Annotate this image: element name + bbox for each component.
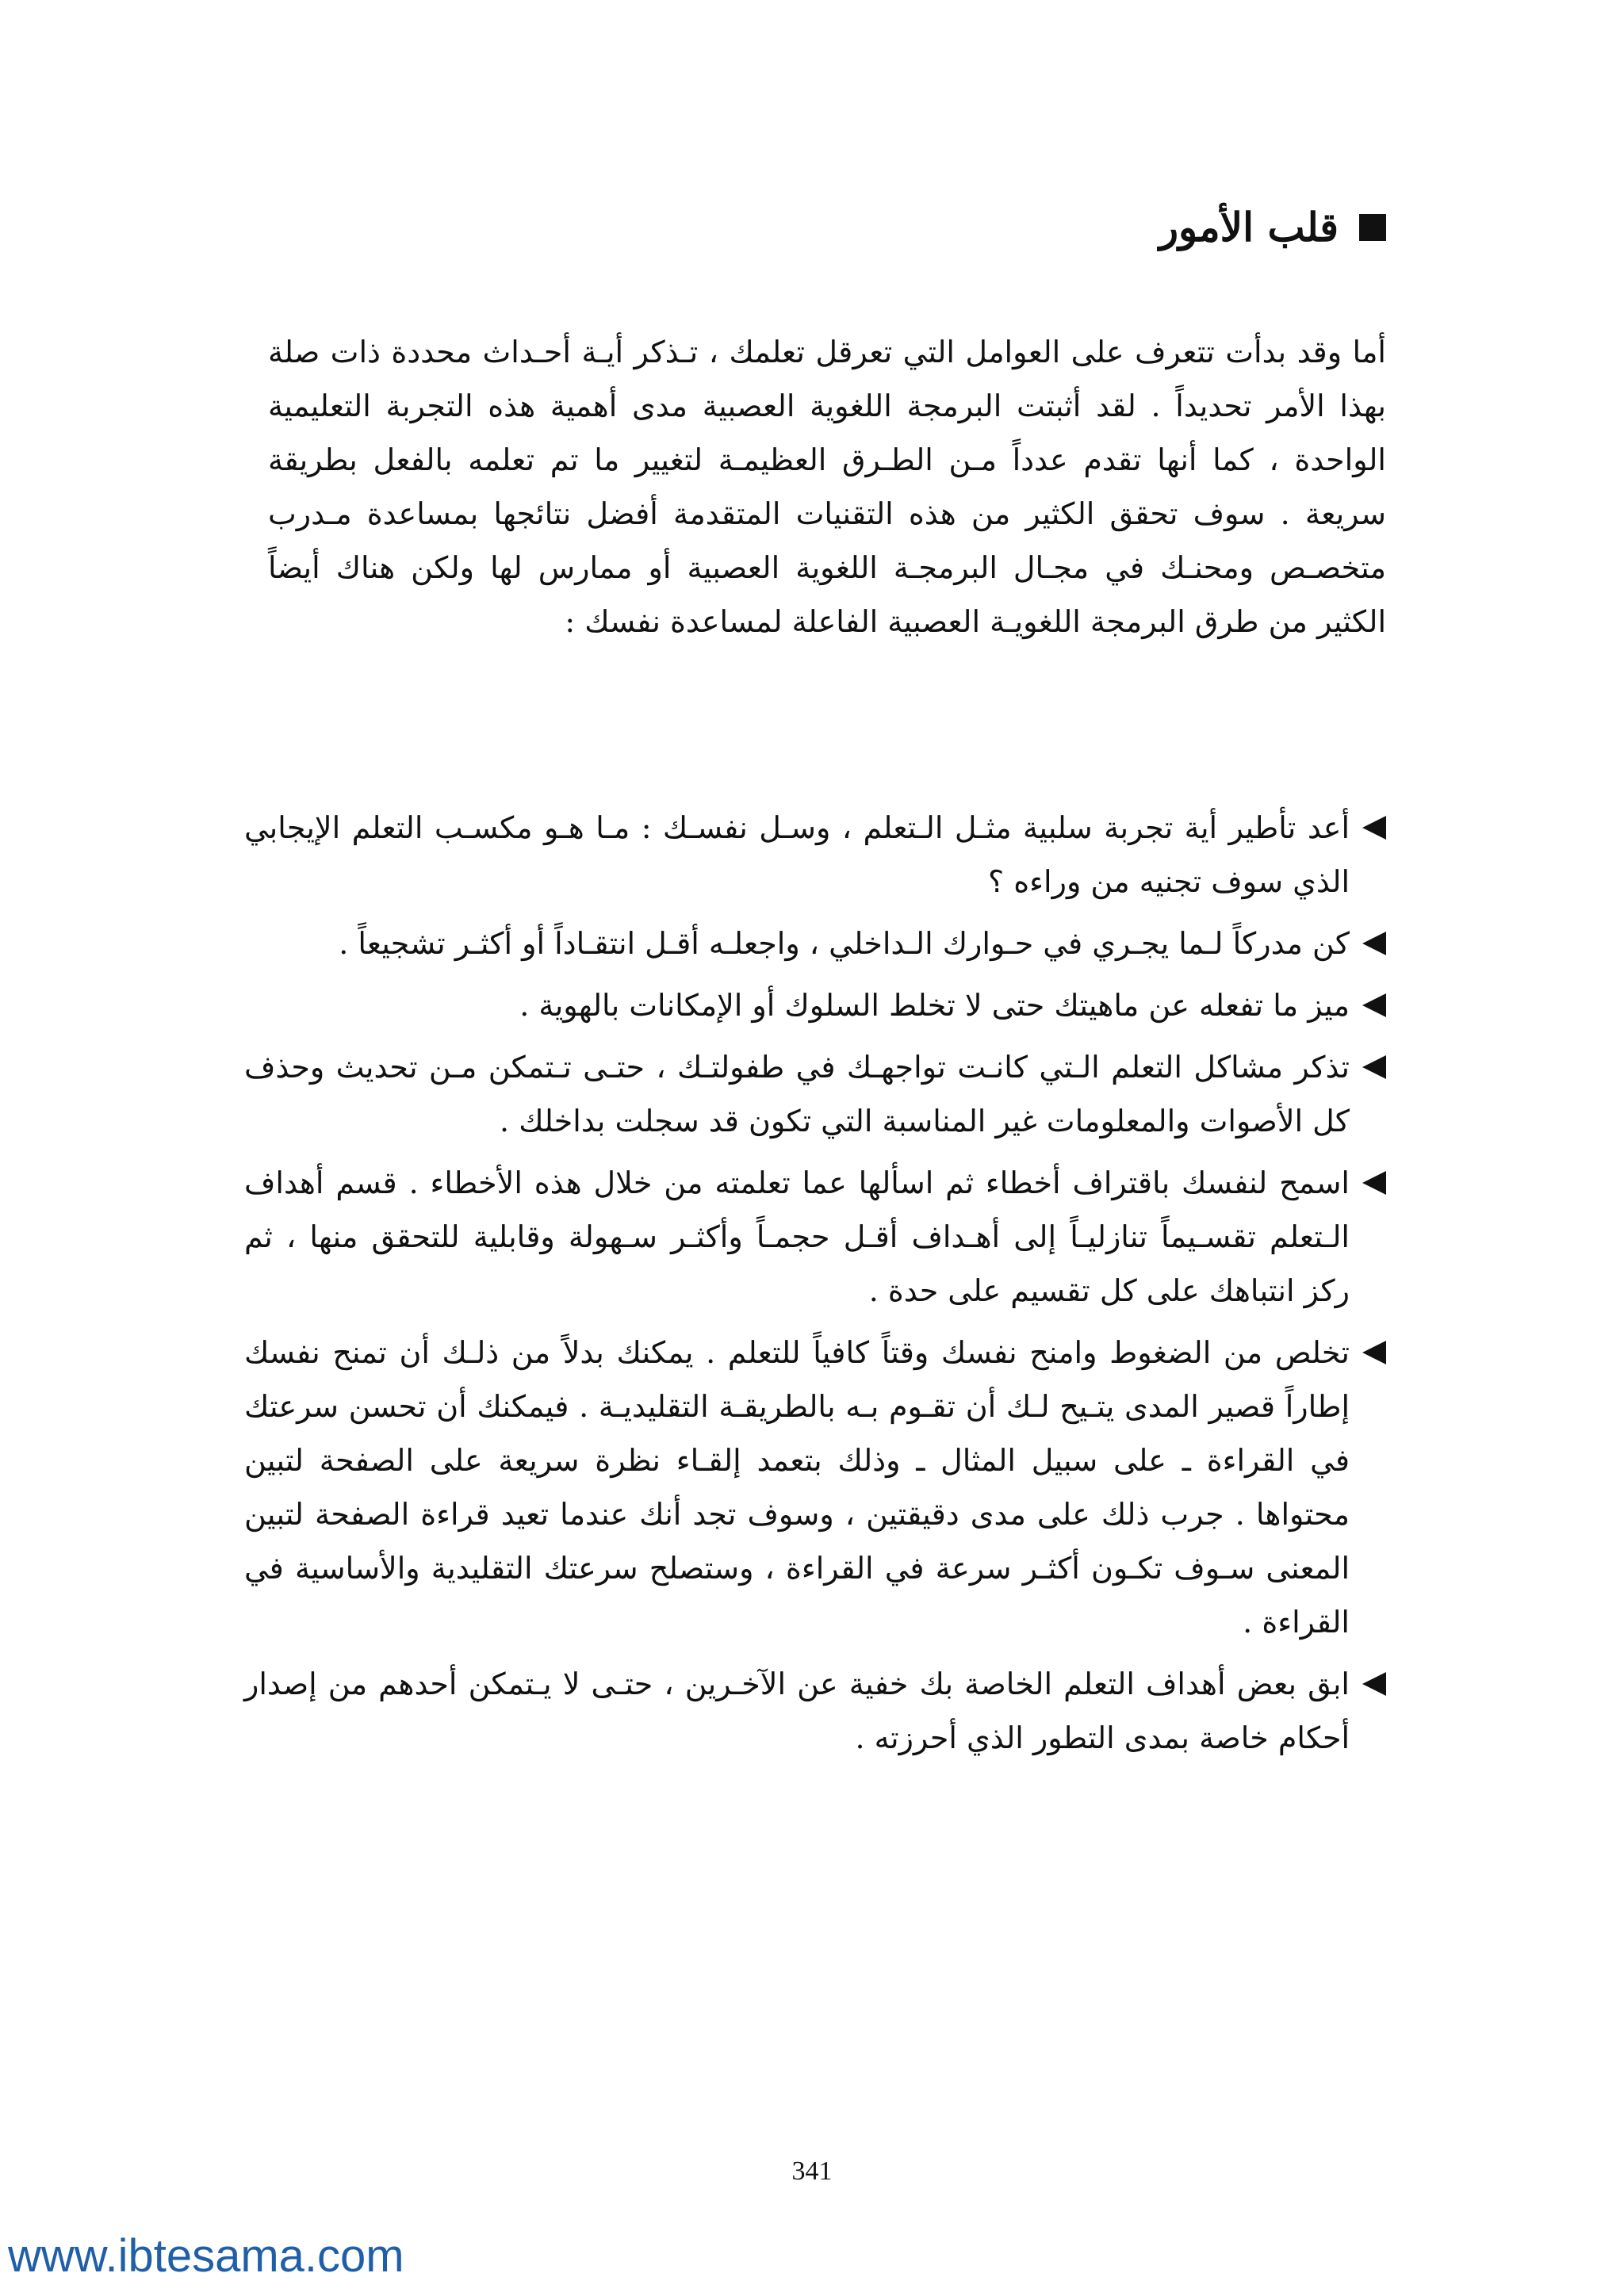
triangle-bullet-icon (1350, 916, 1386, 970)
intro-paragraph: أما وقد بدأت تتعرف على العوامل التي تعرقل تعلمك ، تـذكر أيـة أحـداث محددة ذات صلة بهذا الأمر تحديداً . لقد أثبتت البرمجة اللغوية العصبية مدى أهمية هذه التجربة التعليمية الواحدة ، كما أنها تقدم عدداً مـن الطـرق العظيمـة لتغيير ما تم تعلمه بالفعل بطريقة سريعة . سوف تحقق الكثير من هذه التقنيات المتقدمة أفضل نتائجها بمساعدة مـدرب متخصـص ومحنـك في مجـال البرمجـة اللغوية العصبية أو ممارس لها ولكن هناك أيضاً الكثير من طرق البرمجة اللغويـة العصبية الفاعلة لمساعدة نفسك : (268, 335, 1386, 639)
square-bullet-icon (1359, 214, 1386, 241)
triangle-bullet-icon (1350, 1040, 1386, 1094)
list-item (244, 1040, 1386, 1148)
triangle-bullet-icon (1350, 978, 1386, 1032)
page-number: 341 (791, 2156, 833, 2186)
list-item (244, 801, 1386, 909)
section-title: قلب الأمور (1159, 204, 1339, 251)
list-item (244, 916, 1386, 970)
list-item (244, 1326, 1386, 1649)
list-item (244, 978, 1386, 1032)
list-item-text: اسمح لنفسك باقتراف أخطاء ثم اسألها عما تعلمته من خلال هذه الأخطاء . قسم أهداف الـتعلم تقسـيماً تنازليـاً إلى أهـداف أقـل حجمـاً وأكثـر سـهولة وقابلية للتحقق منها ، ثم ركز انتباهك على كل تقسيم على حدة . (244, 1165, 1350, 1308)
list-item-text: تذكر مشاكل التعلم الـتي كانـت تواجهـك في طفولتـك ، حتـى تـتمكن مـن تحديث وحذف كل الأصوات والمعلومات غير المناسبة التي تكون قد سجلت بداخلك . (244, 1050, 1350, 1138)
list-item-text: أعد تأطير أية تجربة سلبية مثـل الـتعلم ، وسـل نفسـك : مـا هـو مكسـب التعلم الإيجابي الذي سوف تجنيه من وراءه ؟ (244, 810, 1350, 899)
section-heading (1159, 204, 1386, 251)
triangle-bullet-icon (1350, 1657, 1386, 1711)
tips-list (244, 801, 1386, 1773)
list-item-text: ابق بعض أهداف التعلم الخاصة بك خفية عن الآخـرين ، حتـى لا يـتمكن أحدهم من إصدار أحكام خاصة بمدى التطور الذي أحرزته . (244, 1667, 1350, 1755)
list-item-text: كن مدركاً لـما يجـري في حـوارك الـداخلي ، واجعلـه أقـل انتقـاداً أو أكثـر تشجيعاً . (339, 926, 1350, 961)
list-item-text: ميز ما تفعله عن ماهيتك حتى لا تخلط السلوك أو الإمكانات بالهوية . (519, 988, 1350, 1023)
list-item (244, 1657, 1386, 1765)
triangle-bullet-icon (1350, 1326, 1386, 1380)
triangle-bullet-icon (1350, 801, 1386, 855)
list-item-text: تخلص من الضغوط وامنح نفسك وقتاً كافياً للتعلم . يمكنك بدلاً من ذلـك أن تمنح نفسك إطاراً قصير المدى يتـيح لـك أن تقـوم بـه بالطريقـة التقليديـة . فيمكنك أن تحسن سرعتك في القراءة ـ على سبيل المثال ـ وذلك بتعمد إلقـاء نظرة سريعة على الصفحة لتبين محتواها . جرب ذلك على مدى دقيقتين ، وسوف تجد أنك عندما تعيد قراءة الصفحة لتبين المعنى سـوف تكـون أكثـر سرعة في القراءة ، وستصلح سرعتك التقليدية والأساسية في القراءة . (244, 1335, 1350, 1640)
triangle-bullet-icon (1350, 1156, 1386, 1210)
list-item (244, 1156, 1386, 1318)
watermark-link: www.ibtesama.com (8, 2230, 404, 2282)
